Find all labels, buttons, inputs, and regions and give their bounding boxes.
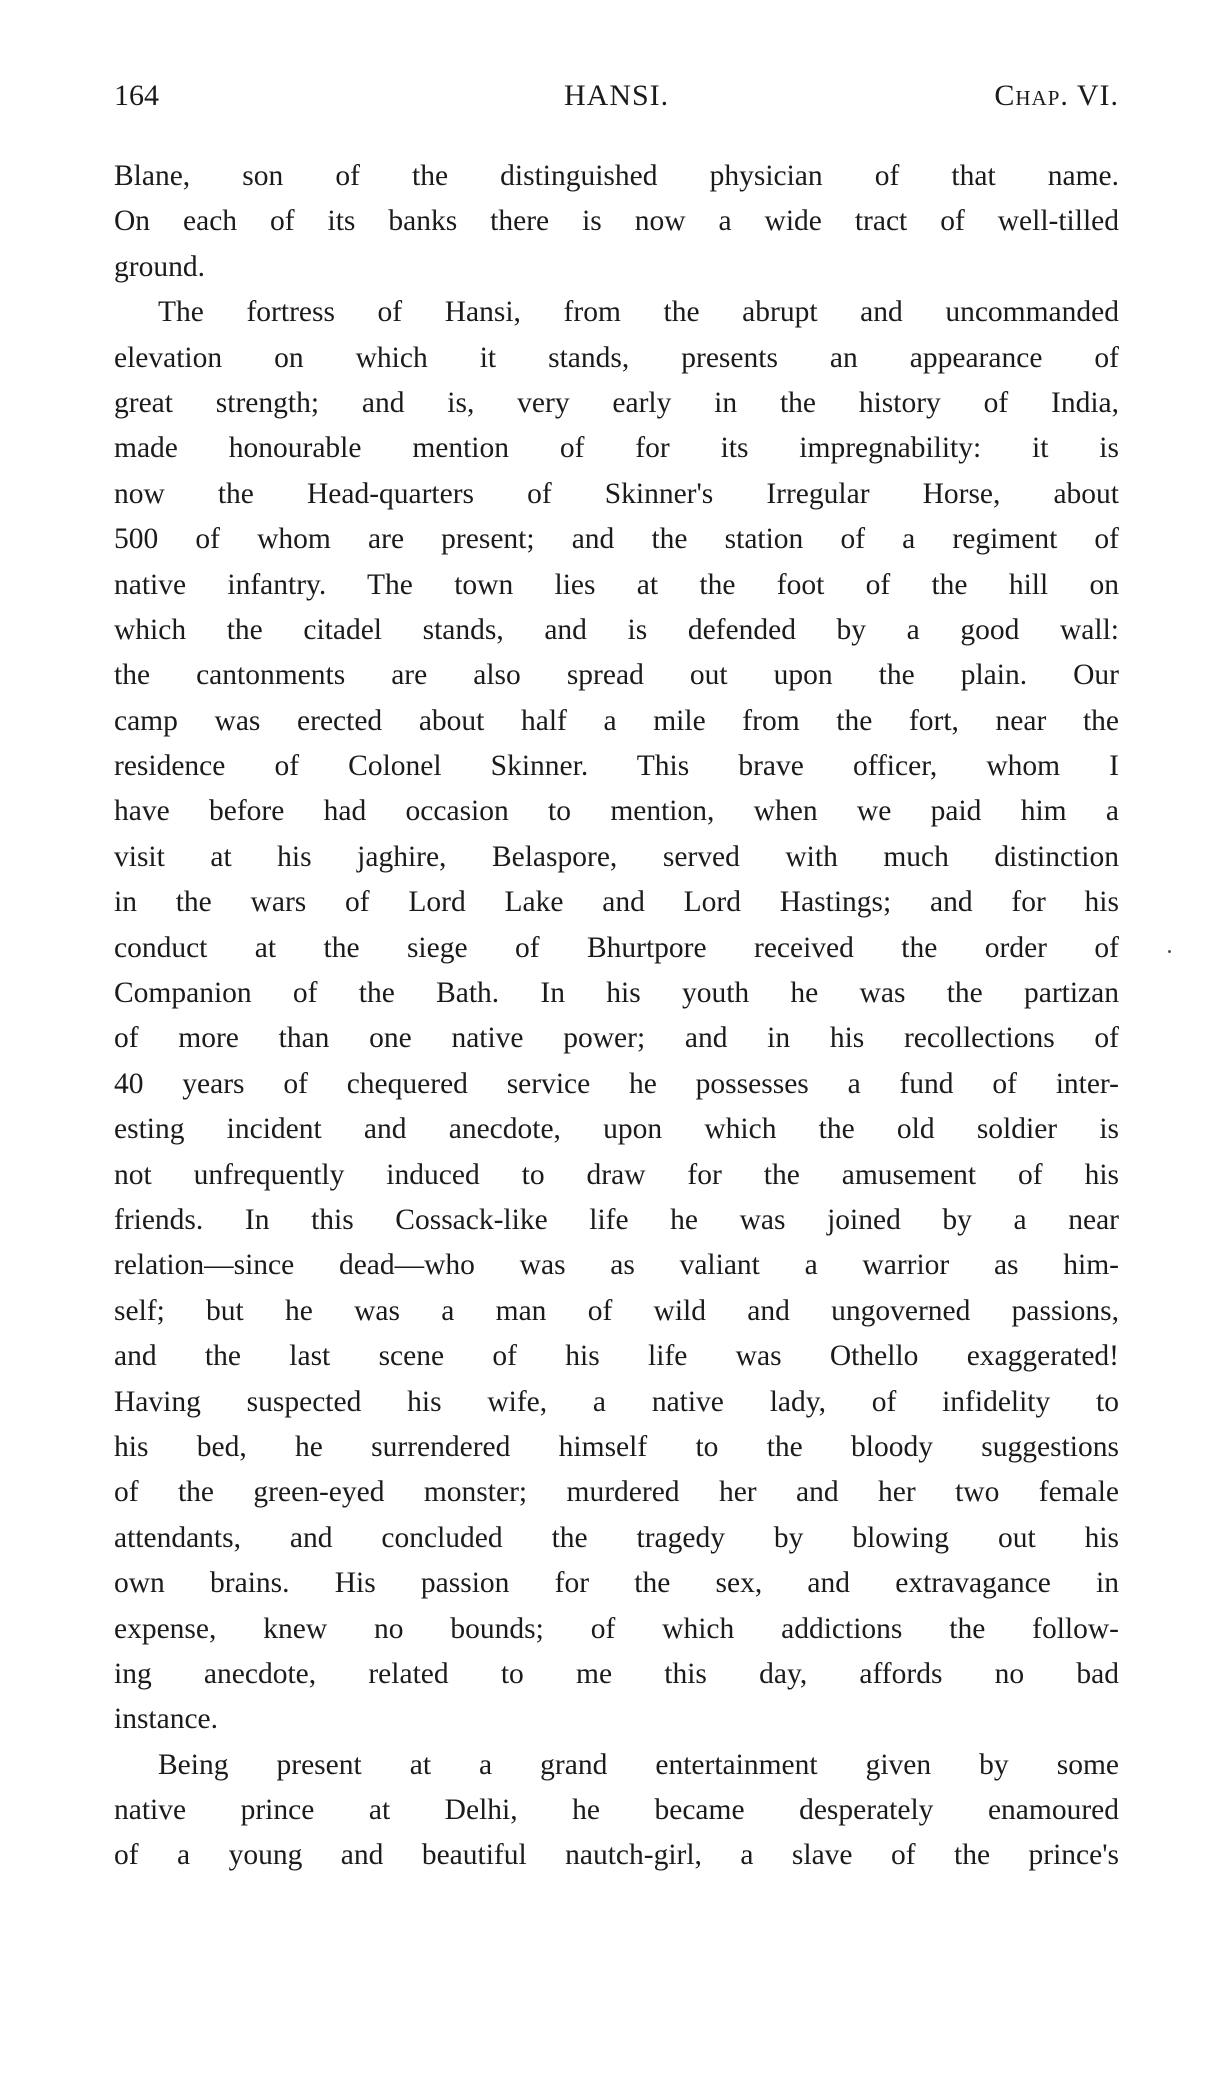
text-line: self; but he was a man of wild and ungoverned passions, [114,1294,1119,1327]
text-line: The fortress of Hansi, from the abrupt and uncommanded [158,296,1119,329]
body-text [114,154,1119,1879]
text-line: ground. [114,250,205,283]
text-line: of more than one native power; and in his recollections of [114,1022,1119,1055]
text-line: the cantonments are also spread out upon the plain. Our [114,659,1119,692]
text-line: friends. In this Cossack-like life he was joined by a near [114,1203,1119,1236]
text-line: and the last scene of his life was Othello exaggerated! [114,1340,1119,1373]
text-line: in the wars of Lord Lake and Lord Hastings; and for his [114,886,1119,919]
text-line: Companion of the Bath. In his youth he was the partizan [114,977,1119,1010]
text-line: of the green-eyed monster; murdered her and her two female [114,1476,1119,1509]
running-title: HANSI. [564,79,670,112]
text-line: On each of its banks there is now a wide tract of well-tilled [114,205,1119,238]
text-line: elevation on which it stands, presents an appearance of [114,341,1119,374]
text-line: have before had occasion to mention, when we paid him a [114,795,1119,828]
text-line: native infantry. The town lies at the foot of the hill on [114,568,1119,601]
page-number: 164 [114,79,159,112]
text-line: 500 of whom are present; and the station of a regiment of [114,523,1119,556]
text-line: Being present at a grand entertainment given by some [158,1748,1119,1781]
text-line: instance. [114,1703,219,1736]
text-line: of a young and beautiful nautch-girl, a slave of the prince's [114,1839,1119,1872]
text-line: esting incident and anecdote, upon which the old soldier is [114,1113,1119,1146]
chapter-label: Chap. VI. [994,79,1119,112]
text-line: relation—since dead—who was as valiant a warrior as him- [114,1249,1119,1282]
text-line: own brains. His passion for the sex, and extravagance in [114,1567,1119,1600]
text-line: attendants, and concluded the tragedy by blowing out his [114,1521,1119,1554]
page-header [114,76,1119,116]
margin-speck [1168,950,1171,953]
text-line: expense, knew no bounds; of which addictions the follow- [114,1612,1119,1645]
text-line: conduct at the siege of Bhurtpore received the order of [114,931,1119,964]
text-line: great strength; and is, very early in the history of India, [114,386,1119,419]
text-line: residence of Colonel Skinner. This brave officer, whom I [114,750,1119,783]
text-line: Having suspected his wife, a native lady, of infidelity to [114,1385,1119,1418]
text-line: native prince at Delhi, he became desperately enamoured [114,1794,1119,1827]
text-line: made honourable mention of for its impregnability: it is [114,432,1119,465]
text-line: not unfrequently induced to draw for the amusement of his [114,1158,1119,1191]
text-line: ing anecdote, related to me this day, affords no bad [114,1657,1119,1690]
text-line: camp was erected about half a mile from the fort, near the [114,704,1119,737]
text-line: 40 years of chequered service he possesses a fund of inter- [114,1067,1119,1100]
text-line: now the Head-quarters of Skinner's Irregular Horse, about [114,477,1119,510]
text-line: Blane, son of the distinguished physician of that name. [114,160,1119,192]
text-line: his bed, he surrendered himself to the bloody suggestions [114,1430,1119,1463]
text-line: visit at his jaghire, Belaspore, served with much distinction [114,840,1119,873]
text-line: which the citadel stands, and is defended by a good wall: [114,613,1119,646]
